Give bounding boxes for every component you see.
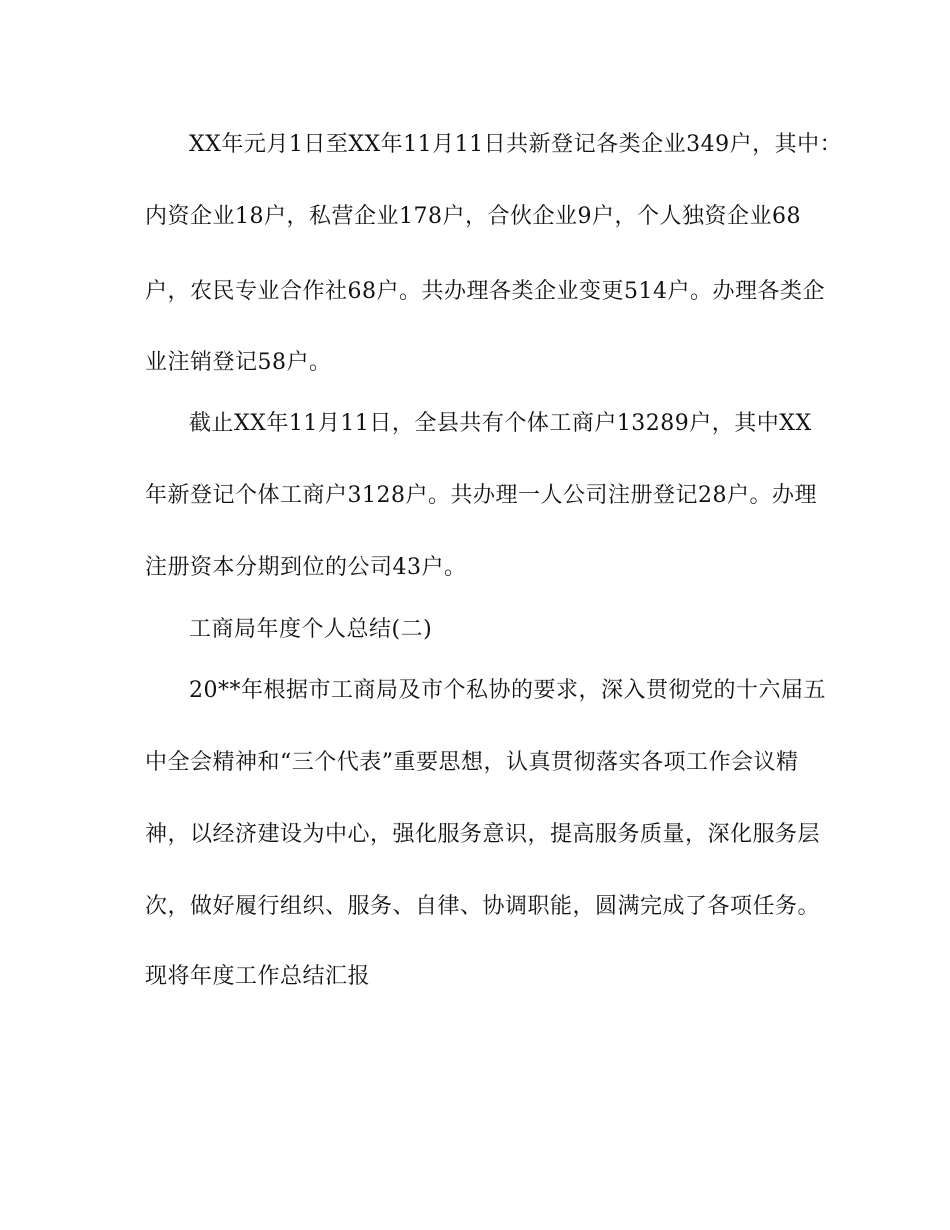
- paragraph-1-line-2: 内资企业18户，私营企业178户，合伙企业9户，个人独资企业68: [145, 204, 801, 229]
- paragraph-1-line-4: 业注销登记58户。: [145, 350, 332, 375]
- paragraph-4-line-3: 神，以经济建设为中心，强化服务意识，提高服务质量，深化服务层: [145, 822, 821, 847]
- paragraph-4-line-2: 中全会精神和“三个代表”重要思想，认真贯彻落实各项工作会议精: [145, 750, 799, 775]
- paragraph-4-line-5: 现将年度工作总结汇报: [145, 964, 371, 989]
- paragraph-1-line-1: XX年元月1日至XX年11月11日共新登记各类企业349户，其中：: [189, 132, 843, 157]
- paragraph-2-line-3: 注册资本分期到位的公司43户。: [145, 555, 467, 580]
- paragraph-4-line-4: 次，做好履行组织、服务、自律、协调职能，圆满完成了各项任务。: [145, 894, 821, 919]
- paragraph-4-line-1: 20**年根据市工商局及市个私协的要求，深入贯彻党的十六届五: [189, 678, 826, 703]
- section-heading: 工商局年度个人总结(二): [189, 617, 433, 642]
- paragraph-2-line-1: 截止XX年11月11日，全县共有个体工商户13289户，其中XX: [189, 411, 812, 436]
- paragraph-1-line-3: 户，农民专业合作社68户。共办理各类企业变更514户。办理各类企: [145, 279, 825, 304]
- paragraph-2-line-2: 年新登记个体工商户3128户。共办理一人公司注册登记28户。办理: [145, 483, 817, 508]
